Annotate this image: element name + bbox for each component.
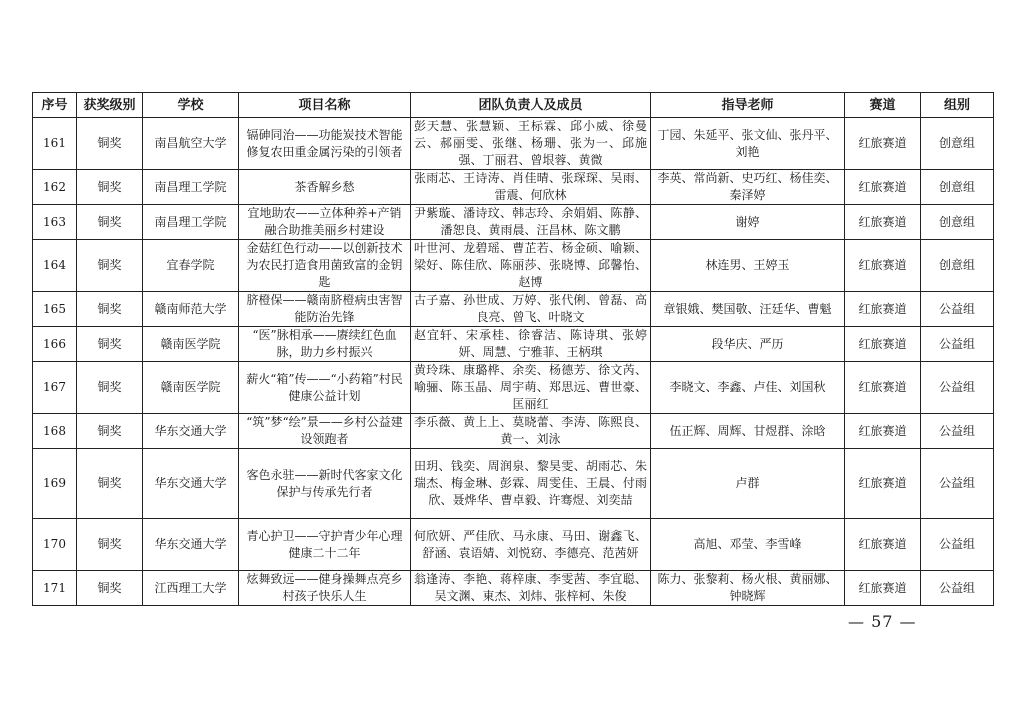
cell-members: 尹紫璇、潘诗玟、韩志玲、余娟娟、陈静、潘恕良、黄雨晨、汪昌林、陈文鹏 [411, 205, 651, 240]
cell-school: 赣南医学院 [143, 362, 239, 414]
cell-track: 红旅赛道 [845, 327, 921, 362]
cell-group: 公益组 [921, 327, 994, 362]
cell-members: 田玥、钱奕、周润泉、黎昊雯、胡雨芯、朱瑞杰、梅金琳、彭霖、周雯佳、王晨、付雨欣、聂烨华、曹卓毅、许骞煜、刘奕喆 [411, 449, 651, 519]
header-no: 序号 [33, 93, 77, 118]
cell-group: 创意组 [921, 205, 994, 240]
cell-no: 168 [33, 414, 77, 449]
cell-project: 脐橙保——赣南脐橙病虫害智能防治先锋 [239, 292, 411, 327]
table-row [33, 449, 994, 519]
cell-track: 红旅赛道 [845, 118, 921, 170]
cell-members: 黄玲珠、康璐桦、余奕、杨德芳、徐文芮、喻骊、陈玉晶、周宇萌、郑思远、曹世豪、匡丽红 [411, 362, 651, 414]
table-row [33, 571, 994, 606]
cell-award: 铜奖 [77, 118, 143, 170]
cell-project: 青心护卫——守护青少年心理健康二十二年 [239, 519, 411, 571]
cell-school: 南昌理工学院 [143, 205, 239, 240]
cell-advisors: 李晓文、李鑫、卢佳、刘国秋 [651, 362, 845, 414]
cell-track: 红旅赛道 [845, 170, 921, 205]
cell-no: 162 [33, 170, 77, 205]
cell-no: 166 [33, 327, 77, 362]
cell-award: 铜奖 [77, 292, 143, 327]
cell-school: 赣南师范大学 [143, 292, 239, 327]
cell-track: 红旅赛道 [845, 240, 921, 292]
cell-track: 红旅赛道 [845, 414, 921, 449]
cell-advisors: 丁园、朱延平、张文仙、张丹平、刘艳 [651, 118, 845, 170]
cell-members: 彭天慧、张慧颖、王标霖、邱小威、徐曼云、郝丽雯、张继、杨珊、张为一、邱施强、丁丽君、曾垠蓉、黄微 [411, 118, 651, 170]
header-school: 学校 [143, 93, 239, 118]
cell-group: 公益组 [921, 519, 994, 571]
cell-no: 165 [33, 292, 77, 327]
cell-project: 镉砷同治——功能炭技术智能修复农田重金属污染的引领者 [239, 118, 411, 170]
cell-no: 170 [33, 519, 77, 571]
cell-project: “医”脉相承——赓续红色血脉，助力乡村振兴 [239, 327, 411, 362]
table-row [33, 205, 994, 240]
header-advisors: 指导老师 [651, 93, 845, 118]
cell-project: 客色永驻——新时代客家文化保护与传承先行者 [239, 449, 411, 519]
cell-group: 创意组 [921, 240, 994, 292]
cell-members: 张雨芯、王诗涛、肖佳晴、张琛琛、吴雨、雷震、何欣林 [411, 170, 651, 205]
cell-track: 红旅赛道 [845, 362, 921, 414]
cell-no: 167 [33, 362, 77, 414]
table-row [33, 292, 994, 327]
cell-advisors: 伍正辉、周辉、甘煜群、涂晗 [651, 414, 845, 449]
header-members: 团队负责人及成员 [411, 93, 651, 118]
page-number: — 57 — [848, 612, 917, 631]
cell-project: 薪火“箱”传——“小药箱”村民健康公益计划 [239, 362, 411, 414]
cell-members: 叶世河、龙碧瑶、曹芷若、杨金硕、喻颖、梁好、陈佳欣、陈丽莎、张晓博、邱馨怡、赵博 [411, 240, 651, 292]
cell-track: 红旅赛道 [845, 519, 921, 571]
cell-group: 公益组 [921, 292, 994, 327]
cell-project: 炫舞致远——健身操舞点亮乡村孩子快乐人生 [239, 571, 411, 606]
cell-members: 翁逢涛、李艳、蒋梓康、李雯茜、李宜聪、吴文渊、東杰、刘炜、张梓柯、朱俊 [411, 571, 651, 606]
cell-advisors: 高旭、邓莹、李雪峰 [651, 519, 845, 571]
table-row [33, 240, 994, 292]
cell-members: 赵宜轩、宋承桂、徐睿洁、陈诗琪、张婷妍、周慧、宁雅菲、王柄琪 [411, 327, 651, 362]
cell-group: 公益组 [921, 362, 994, 414]
cell-project: “筑”梦“绘”景——乡村公益建设领跑者 [239, 414, 411, 449]
table-row [33, 170, 994, 205]
cell-track: 红旅赛道 [845, 449, 921, 519]
cell-advisors: 章银娥、樊国敬、汪廷华、曹魁 [651, 292, 845, 327]
cell-advisors: 林连男、王婷玉 [651, 240, 845, 292]
header-project: 项目名称 [239, 93, 411, 118]
cell-school: 宜春学院 [143, 240, 239, 292]
cell-group: 创意组 [921, 170, 994, 205]
cell-track: 红旅赛道 [845, 571, 921, 606]
cell-award: 铜奖 [77, 205, 143, 240]
cell-project: 宜地助农——立体种养+产销融合助推美丽乡村建设 [239, 205, 411, 240]
cell-school: 华东交通大学 [143, 414, 239, 449]
cell-members: 李乐薇、黄上上、莫晓蕾、李涛、陈熙良、黄一、刘泳 [411, 414, 651, 449]
cell-school: 南昌理工学院 [143, 170, 239, 205]
cell-project: 金菇红色行动——以创新技术为农民打造食用菌致富的金钥匙 [239, 240, 411, 292]
cell-award: 铜奖 [77, 362, 143, 414]
cell-award: 铜奖 [77, 449, 143, 519]
cell-no: 171 [33, 571, 77, 606]
cell-group: 公益组 [921, 571, 994, 606]
cell-award: 铜奖 [77, 519, 143, 571]
cell-school: 华东交通大学 [143, 449, 239, 519]
table-row [33, 362, 994, 414]
cell-no: 169 [33, 449, 77, 519]
cell-advisors: 谢婷 [651, 205, 845, 240]
cell-school: 南昌航空大学 [143, 118, 239, 170]
table-row [33, 519, 994, 571]
cell-members: 古子嘉、孙世成、万婷、张代俐、曾磊、高良亮、曾飞、叶晓文 [411, 292, 651, 327]
cell-award: 铜奖 [77, 414, 143, 449]
awards-table [32, 92, 994, 606]
cell-group: 创意组 [921, 118, 994, 170]
cell-no: 163 [33, 205, 77, 240]
table-row [33, 118, 994, 170]
cell-advisors: 段华庆、严历 [651, 327, 845, 362]
cell-project: 茶香解乡愁 [239, 170, 411, 205]
cell-school: 江西理工大学 [143, 571, 239, 606]
header-track: 赛道 [845, 93, 921, 118]
cell-award: 铜奖 [77, 240, 143, 292]
cell-no: 161 [33, 118, 77, 170]
cell-members: 何欣妍、严佳欣、马永康、马田、谢鑫飞、舒涵、袁语婧、刘悦窈、李德亮、范茜妍 [411, 519, 651, 571]
cell-award: 铜奖 [77, 327, 143, 362]
header-group: 组别 [921, 93, 994, 118]
cell-award: 铜奖 [77, 170, 143, 205]
cell-award: 铜奖 [77, 571, 143, 606]
cell-group: 公益组 [921, 414, 994, 449]
header-award: 获奖级别 [77, 93, 143, 118]
header-row [33, 93, 994, 118]
table-row [33, 414, 994, 449]
cell-track: 红旅赛道 [845, 292, 921, 327]
cell-group: 公益组 [921, 449, 994, 519]
cell-advisors: 陈力、张黎莉、杨火根、黄丽娜、钟晓辉 [651, 571, 845, 606]
cell-school: 华东交通大学 [143, 519, 239, 571]
cell-no: 164 [33, 240, 77, 292]
cell-advisors: 李英、常尚新、史巧红、杨佳奕、秦泽婷 [651, 170, 845, 205]
table-row [33, 327, 994, 362]
cell-track: 红旅赛道 [845, 205, 921, 240]
cell-school: 赣南医学院 [143, 327, 239, 362]
cell-advisors: 卢群 [651, 449, 845, 519]
